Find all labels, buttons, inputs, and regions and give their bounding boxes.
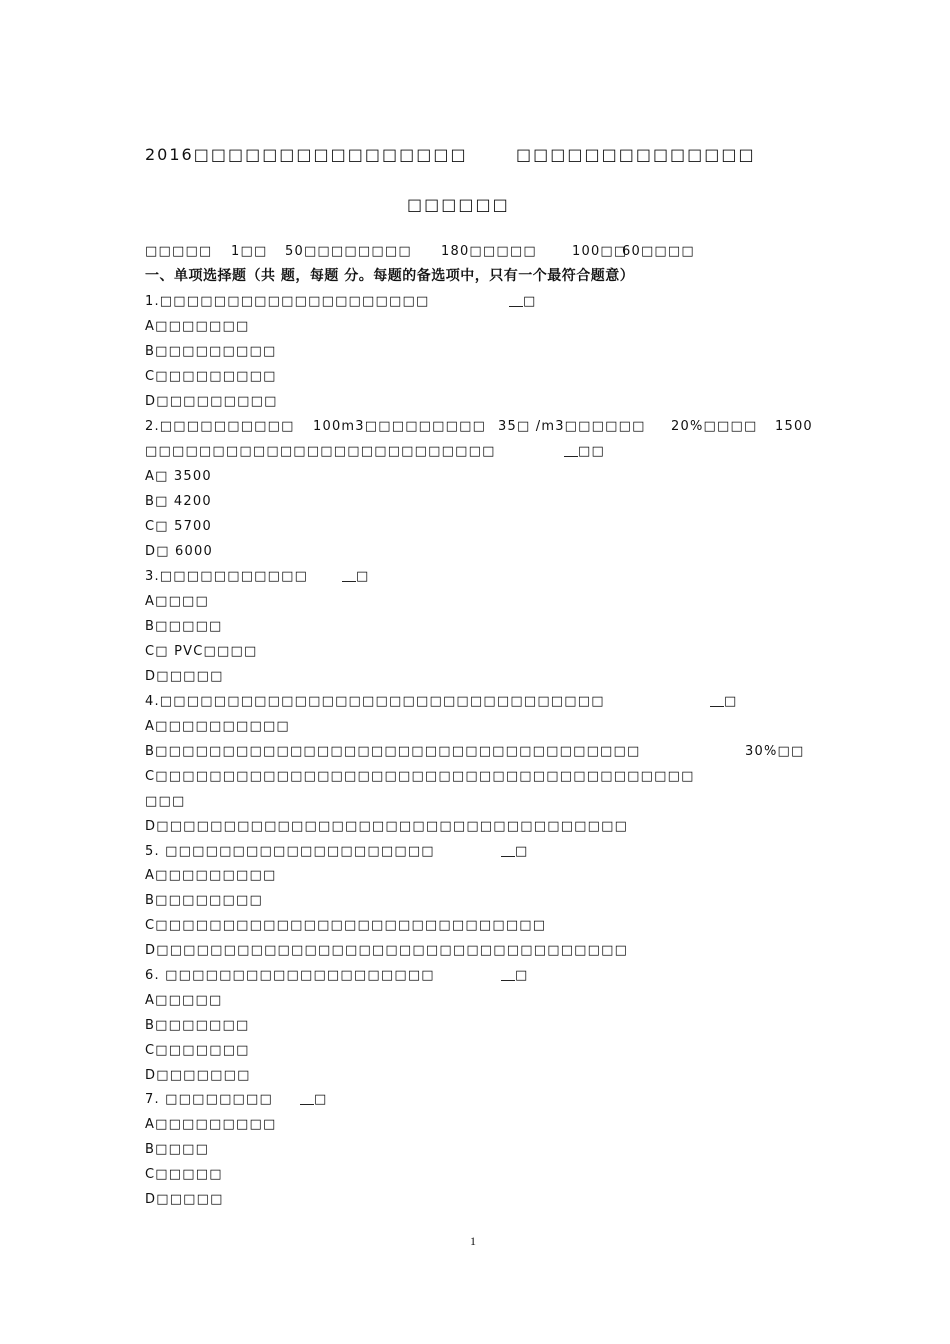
- question-2-stem-line2: □□□□□□□□□□□□□□□□□□□□□□□□□□: [145, 444, 496, 459]
- page-number: 1: [470, 1234, 476, 1248]
- question-6-answer-blank: □: [501, 968, 528, 984]
- question-1-answer-blank: □: [509, 294, 536, 310]
- question-2-option-a: A□ 3500: [145, 469, 212, 484]
- question-4-option-a: A□□□□□□□□□□: [145, 719, 290, 734]
- question-2-option-c: C□ 5700: [145, 519, 212, 534]
- question-7-option-c: C□□□□□: [145, 1167, 223, 1182]
- question-3-option-d: D□□□□□: [145, 669, 224, 684]
- exam-info-5: 100□□: [572, 244, 628, 259]
- question-1-option-d: D□□□□□□□□□: [145, 394, 278, 409]
- question-7-answer-blank: □: [300, 1092, 327, 1108]
- question-6-option-c: C□□□□□□□: [145, 1043, 250, 1058]
- question-7-option-b: B□□□□: [145, 1142, 210, 1157]
- question-5-stem: 5. □□□□□□□□□□□□□□□□□□□□: [145, 844, 435, 859]
- question-4-answer-blank: □: [710, 694, 737, 710]
- question-7-option-a: A□□□□□□□□□: [145, 1117, 277, 1132]
- question-2-stem-part3: 35□ /m3□□□□□□: [498, 419, 646, 434]
- question-2-stem-part5: 1500: [775, 419, 813, 434]
- section-heading: 一、单项选择题（共 题，每题 分。每题的备选项中，只有一个最符合题意）: [145, 268, 635, 284]
- question-4-option-c: C□□□□□□□□□□□□□□□□□□□□□□□□□□□□□□□□□□□□□□□□: [145, 769, 695, 784]
- question-3-option-a: A□□□□: [145, 594, 210, 609]
- question-5-option-b: B□□□□□□□□: [145, 893, 263, 908]
- exam-info-3: 50□□□□□□□□: [285, 244, 412, 259]
- doc-title-right: □□□□□□□□□□□□□□: [516, 145, 756, 164]
- question-2-stem-part1: 2.□□□□□□□□□□: [145, 419, 295, 434]
- question-1-stem: 1.□□□□□□□□□□□□□□□□□□□□: [145, 294, 430, 309]
- exam-info-2: 1□□: [231, 244, 268, 259]
- question-6-option-d: D□□□□□□□: [145, 1068, 251, 1083]
- question-5-answer-blank: □: [501, 844, 528, 860]
- question-6-option-b: B□□□□□□□: [145, 1018, 250, 1033]
- question-3-option-c: C□ PVC□□□□: [145, 644, 258, 659]
- doc-subtitle: □□□□□□: [407, 195, 510, 214]
- exam-info-4: 180□□□□□: [441, 244, 537, 259]
- question-3-option-b: B□□□□□: [145, 619, 223, 634]
- question-6-stem: 6. □□□□□□□□□□□□□□□□□□□□: [145, 968, 435, 983]
- question-4-option-b: B□□□□□□□□□□□□□□□□□□□□□□□□□□□□□□□□□□□□: [145, 744, 641, 759]
- question-2-stem-part4: 20%□□□□: [671, 419, 758, 434]
- question-4-option-b-tail: 30%□□: [745, 744, 805, 759]
- question-4-stem: 4.□□□□□□□□□□□□□□□□□□□□□□□□□□□□□□□□□: [145, 694, 605, 709]
- question-7-option-d: D□□□□□: [145, 1192, 224, 1207]
- question-3-answer-blank: □: [342, 569, 369, 585]
- question-5-option-c: C□□□□□□□□□□□□□□□□□□□□□□□□□□□□□: [145, 918, 547, 933]
- question-5-option-a: A□□□□□□□□□: [145, 868, 277, 883]
- question-3-stem: 3.□□□□□□□□□□□: [145, 569, 309, 584]
- question-1-option-c: C□□□□□□□□□: [145, 369, 277, 384]
- question-2-answer-blank: □□: [564, 444, 605, 460]
- question-4-option-c-continued: □□□: [145, 794, 186, 809]
- question-7-stem: 7. □□□□□□□□: [145, 1092, 273, 1107]
- question-2-option-b: B□ 4200: [145, 494, 212, 509]
- question-1-option-a: A□□□□□□□: [145, 319, 250, 334]
- question-5-option-d: D□□□□□□□□□□□□□□□□□□□□□□□□□□□□□□□□□□□: [145, 943, 629, 958]
- question-4-option-d: D□□□□□□□□□□□□□□□□□□□□□□□□□□□□□□□□□□□: [145, 819, 629, 834]
- question-6-option-a: A□□□□□: [145, 993, 223, 1008]
- exam-info-6: 60□□□□: [622, 244, 695, 259]
- doc-title-left: 2016□□□□□□□□□□□□□□□□: [145, 145, 468, 164]
- question-2-option-d: D□ 6000: [145, 544, 213, 559]
- exam-info-1: □□□□□: [145, 244, 213, 259]
- question-1-option-b: B□□□□□□□□□: [145, 344, 277, 359]
- question-2-stem-part2: 100m3□□□□□□□□□: [313, 419, 487, 434]
